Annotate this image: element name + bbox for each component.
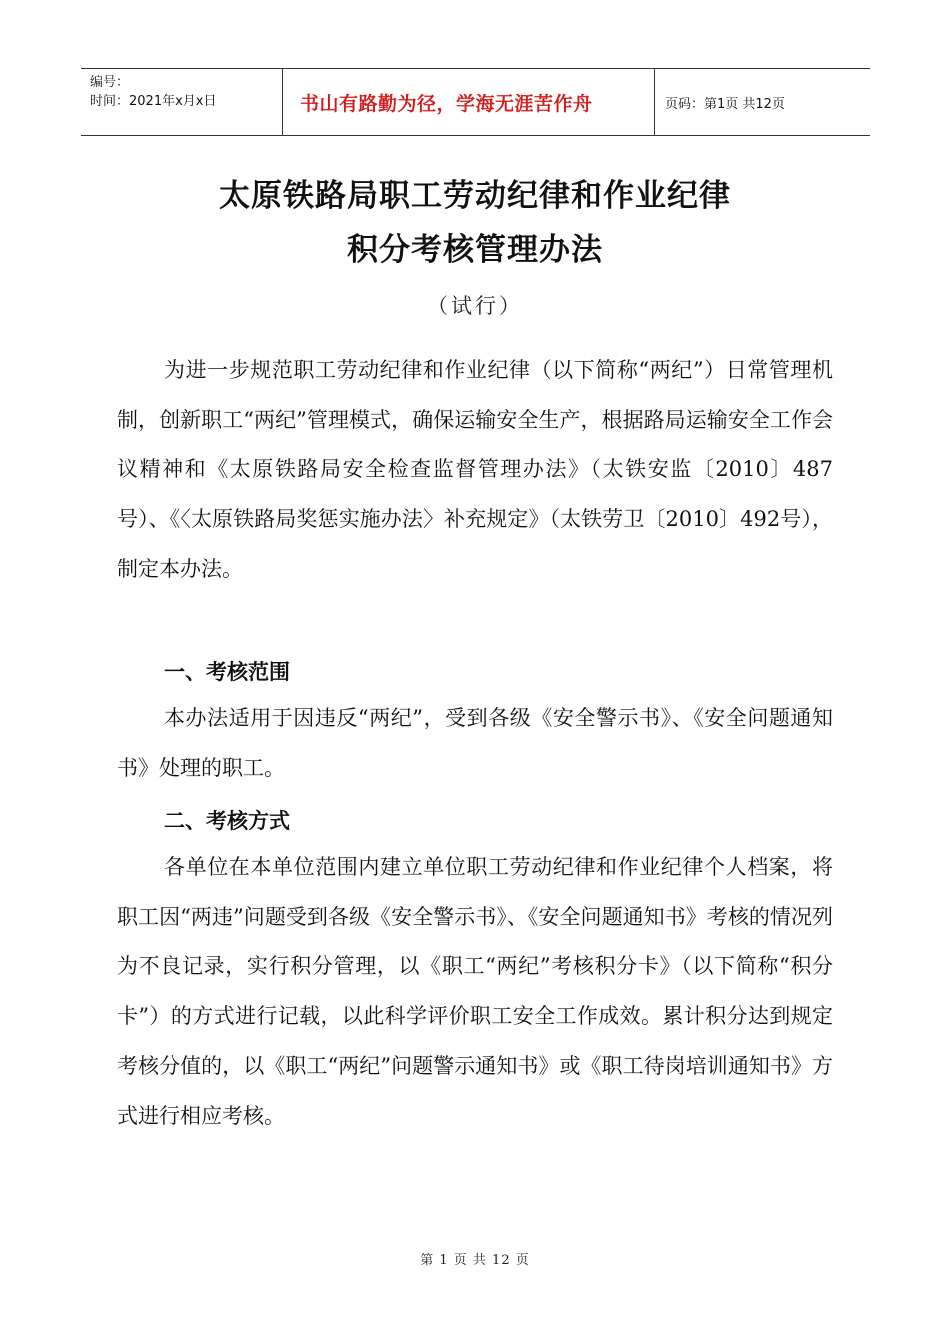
page-header [81, 68, 870, 136]
section1-heading: 一、考核范围 [164, 660, 290, 684]
header-meta [81, 69, 282, 135]
page-footer: 第 1 页 共 12 页 [420, 1253, 530, 1268]
section2-heading: 二、考核方式 [164, 809, 290, 833]
header-page-label: 页码：第1页 共12页 [665, 96, 785, 112]
time-label: 时间：2021年x月x日 [90, 94, 217, 109]
document-title-line2: 积分考核管理办法 [347, 232, 603, 268]
header-motto: 书山有路勤为径，学海无涯苦作舟 [282, 69, 655, 135]
document-title-line1: 太原铁路局职工劳动纪律和作业纪律 [219, 178, 731, 214]
section2-body: 各单位在本单位范围内建立单位职工劳动纪律和作业纪律个人档案，将职工因“两违”问题受到各级《安全警示书》、《安全问题通知书》考核的情况列为不良记录，实行积分管理，以《职工“两纪”考核积分卡》（以下简称“积分卡”）的方式进行记载，以此科学评价职工安全工作成效。累计积分达到规定考核分值的，以《职工“两纪”问题警示通知书》或《职工待岗培训通知书》方式进行相应考核。 [117, 855, 833, 1128]
number-label: 编号： [90, 75, 130, 90]
intro-paragraph: 为进一步规范职工劳动纪律和作业纪律（以下简称“两纪”）日常管理机制，创新职工“两纪”管理模式，确保运输安全生产，根据路局运输安全工作会议精神和《太原铁路局安全检查监督管理办法》（太铁安监〔2010〕487号）、《〈太原铁路局奖惩实施办法〉补充规定》（太铁劳卫〔2010〕492号），制定本办法。 [117, 358, 833, 581]
section1-body: 本办法适用于因违反“两纪”，受到各级《安全警示书》、《安全问题通知书》处理的职工。 [117, 706, 833, 780]
document-subtitle: （试行） [427, 294, 523, 318]
